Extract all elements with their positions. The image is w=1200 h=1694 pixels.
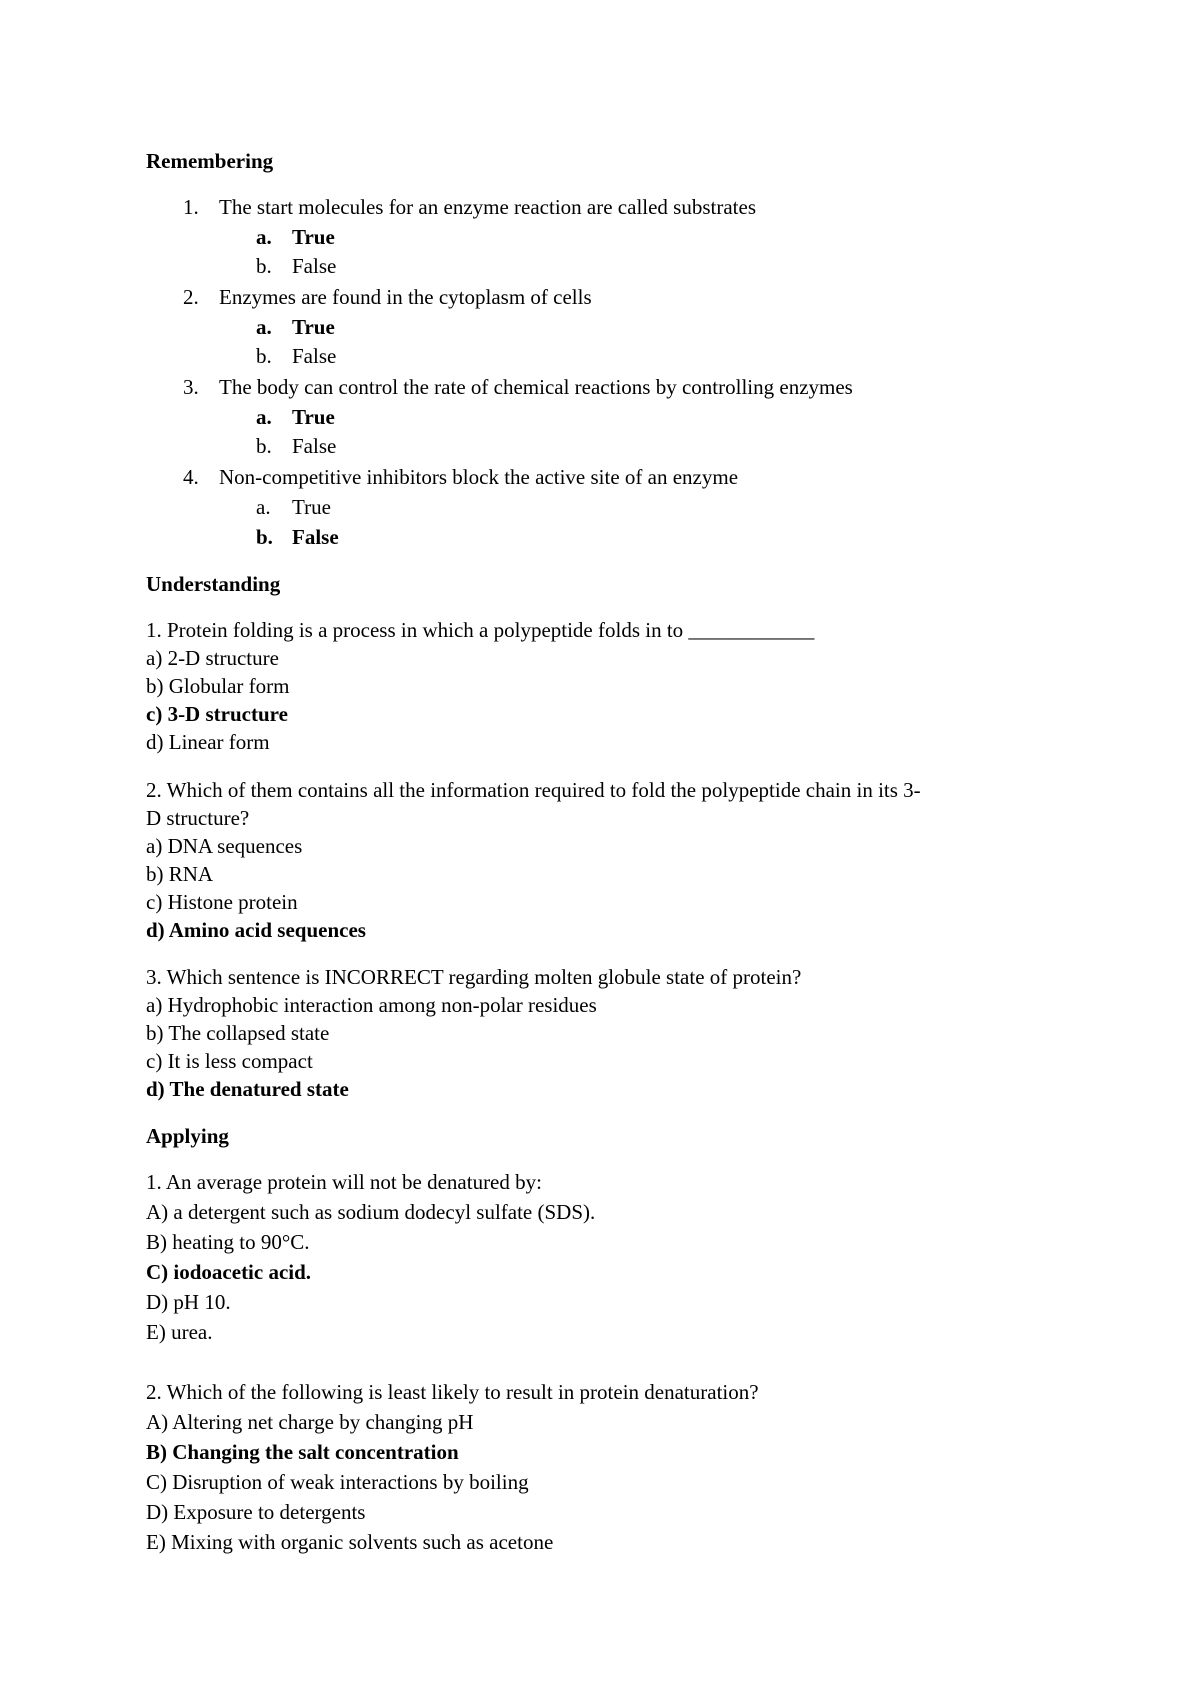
question-text: 1. An average protein will not be denatured by: <box>146 1170 542 1194</box>
question-text: The start molecules for an enzyme reaction are called substrates <box>219 195 757 219</box>
option-text: c) It is less compact <box>146 1049 313 1073</box>
option-text: D) Exposure to detergents <box>146 1500 366 1524</box>
option-letter: a. <box>256 315 272 339</box>
question-number: 3. <box>183 375 199 399</box>
option-letter: b. <box>256 525 273 549</box>
option-text: D) pH 10. <box>146 1290 231 1314</box>
question-text-continued: D structure? <box>146 806 250 830</box>
question-number: 2. <box>183 285 199 309</box>
option-letter: a. <box>256 495 271 519</box>
option-text: A) a detergent such as sodium dodecyl sulfate (SDS). <box>146 1200 596 1224</box>
question-text: Enzymes are found in the cytoplasm of cells <box>219 285 592 309</box>
option-text: b) RNA <box>146 862 214 886</box>
option-text: False <box>292 344 337 368</box>
option-text-correct: True <box>292 405 335 429</box>
option-letter: a. <box>256 405 272 429</box>
option-text-correct: d) The denatured state <box>146 1077 349 1101</box>
option-text: a) DNA sequences <box>146 834 303 858</box>
option-text-correct: B) Changing the salt concentration <box>146 1440 459 1464</box>
question-text: Non-competitive inhibitors block the active site of an enzyme <box>219 465 739 489</box>
section-title-remembering: Remembering <box>146 149 274 173</box>
question-number: 4. <box>183 465 199 489</box>
option-text: A) Altering net charge by changing pH <box>146 1410 474 1434</box>
question-text: 3. Which sentence is INCORRECT regarding molten globule state of protein? <box>146 965 802 989</box>
option-text-correct: False <box>292 525 339 549</box>
question-text: The body can control the rate of chemical reactions by controlling enzymes <box>219 375 853 399</box>
option-text: b) The collapsed state <box>146 1021 330 1045</box>
option-text: d) Linear form <box>146 730 270 754</box>
option-text: b) Globular form <box>146 674 290 698</box>
option-text-correct: True <box>292 225 335 249</box>
option-text: a) 2-D structure <box>146 646 279 670</box>
section-title-applying: Applying <box>146 1124 229 1148</box>
option-text: E) urea. <box>146 1320 213 1344</box>
option-text: False <box>292 254 337 278</box>
option-text-correct: d) Amino acid sequences <box>146 918 366 942</box>
option-text-correct: True <box>292 315 335 339</box>
option-text: False <box>292 434 337 458</box>
option-text: a) Hydrophobic interaction among non-polar residues <box>146 993 597 1017</box>
option-text-correct: C) iodoacetic acid. <box>146 1260 312 1284</box>
option-text-correct: c) 3-D structure <box>146 702 288 726</box>
question-number: 1. <box>183 195 199 219</box>
option-text: C) Disruption of weak interactions by boiling <box>146 1470 529 1494</box>
section-title-understanding: Understanding <box>146 572 281 596</box>
option-text: B) heating to 90°C. <box>146 1230 310 1254</box>
option-letter: b. <box>256 344 272 368</box>
option-text: E) Mixing with organic solvents such as acetone <box>146 1530 554 1554</box>
question-text: 2. Which of the following is least likely to result in protein denaturation? <box>146 1380 759 1404</box>
question-text: 1. Protein folding is a process in which a polypeptide folds in to ____________ <box>146 618 815 642</box>
option-text: c) Histone protein <box>146 890 298 914</box>
option-letter: b. <box>256 254 272 278</box>
question-text: 2. Which of them contains all the information required to fold the polypeptide chain in its 3- <box>146 778 921 802</box>
option-letter: a. <box>256 225 272 249</box>
option-letter: b. <box>256 434 272 458</box>
option-text: True <box>292 495 331 519</box>
